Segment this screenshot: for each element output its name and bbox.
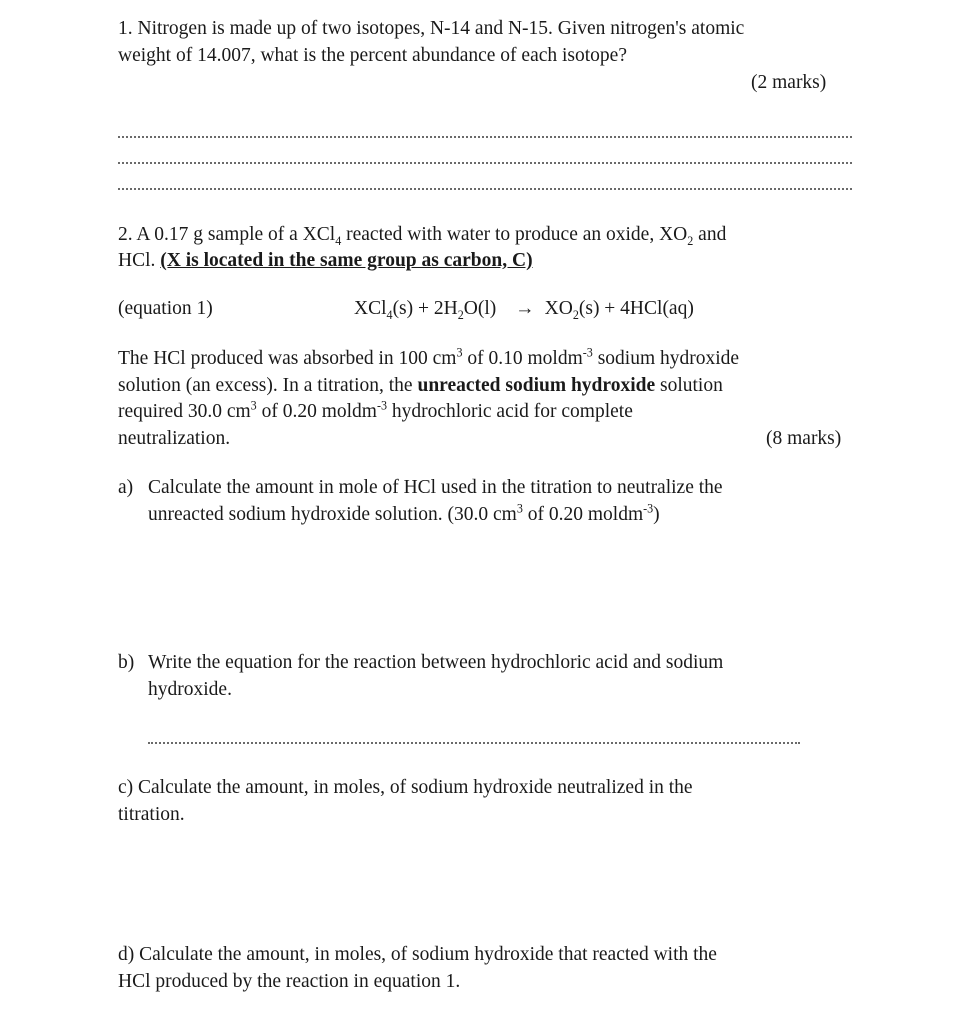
para-line-3: required 30.0 $cm^3$ of 0.20 moldm$^{-3}$ hydrochloric acid for complete xyxy=(118,398,633,422)
part-d-line-2: HCl produced by the reaction in equation 1. xyxy=(118,971,461,992)
q1-line-2: weight of 14.007, what is the percent abundance of each isotope? xyxy=(118,45,627,66)
answer-line-3 xyxy=(118,188,852,190)
part-b-answer-line xyxy=(148,742,800,744)
q2-marks: (8 marks) xyxy=(766,428,842,449)
answer-line-1 xyxy=(118,136,852,138)
reaction-arrow-icon: → xyxy=(515,298,535,319)
part-c-line-2: titration. xyxy=(118,804,185,825)
part-b-line-1: Write the equation for the reaction between hydrochloric acid and sodium xyxy=(148,652,724,673)
q1-line-1: 1. Nitrogen is made up of two isotopes, N-14 and N-15. Given nitrogen's atomic xyxy=(118,18,745,39)
para-line-2: solution (an excess). In a titration, the unreacted sodium hydroxide solution xyxy=(118,375,723,396)
part-a-label: a) xyxy=(118,477,134,498)
equation-label: (equation 1) xyxy=(118,298,213,319)
part-a-line-1: Calculate the amount in mole of HCl used in the titration to neutralize the xyxy=(148,477,723,498)
group-note: (X is located in the same group as carbon, C) xyxy=(160,250,533,271)
q2-intro-line-2: HCl. (X is located in the same group as carbon, C) xyxy=(118,250,533,271)
part-d-line-1: d) Calculate the amount, in moles, of sodium hydroxide that reacted with the xyxy=(118,944,717,965)
part-c-line-1: c) Calculate the amount, in moles, of sodium hydroxide neutralized in the xyxy=(118,777,693,798)
answer-line-2 xyxy=(118,162,852,164)
para-line-4: neutralization. xyxy=(118,428,231,449)
part-b-line-2: hydroxide. xyxy=(148,679,232,700)
part-a-line-2: unreacted sodium hydroxide solution. (30.0 $cm^3$ of 0.20 moldm$^{-3}$) xyxy=(148,501,660,525)
equation-1: $XCl_4(s) + 2H_2O(l) \to XO_2(s) + 4HCl(aq)$ xyxy=(354,298,694,322)
para-line-1: The HCl produced was absorbed in 100 $cm^3$ of 0.10 moldm$^{-3}$ sodium hydroxide xyxy=(118,345,740,369)
q1-marks: (2 marks) xyxy=(751,72,827,93)
q2-intro-line-1: 2. A 0.17 g sample of a XCl$_4$ reacted with water to produce an oxide, $XO_2$ and xyxy=(118,224,727,248)
part-b-label: b) xyxy=(118,652,135,673)
